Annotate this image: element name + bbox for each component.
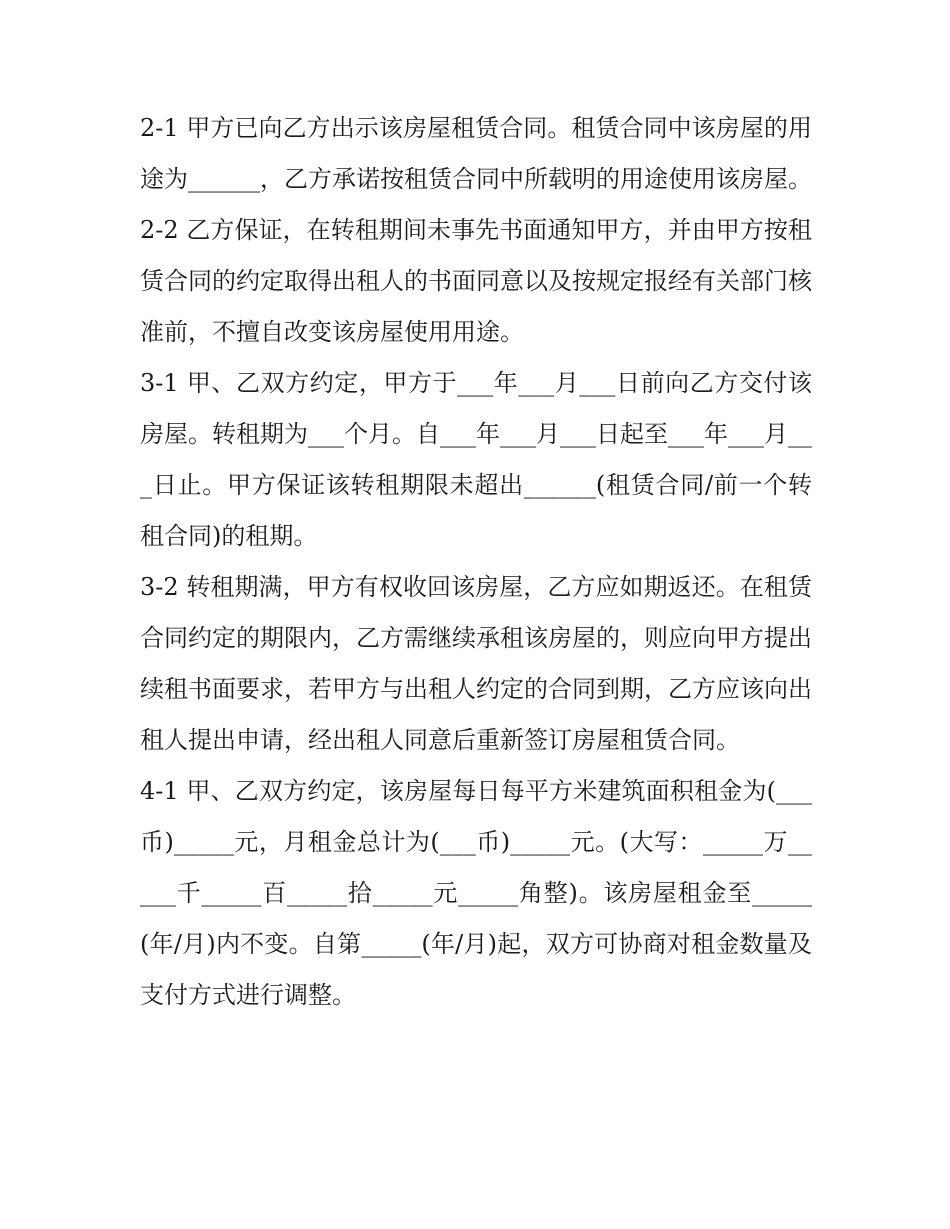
document-body	[140, 103, 812, 1021]
clause-3-1: 3-1 甲、乙双方约定，甲方于___年___月___日前向乙方交付该房屋。转租期为___个月。自___年___月___日起至___年___月___日止。甲方保证该转租期限未超出______(租赁合同/前一个转租合同)的租期。	[140, 369, 812, 550]
clause-3-2: 3-2 转租期满，甲方有权收回该房屋，乙方应如期返还。在租赁合同约定的期限内，乙方需继续承租该房屋的，则应向甲方提出续租书面要求，若甲方与出租人约定的合同到期，乙方应该向出租人提出申请，经出租人同意后重新签订房屋租赁合同。	[140, 573, 812, 754]
clause-4-1: 4-1 甲、乙双方约定，该房屋每日每平方米建筑面积租金为(___币)_____元，月租金总计为(___币)_____元。(大写：_____万_____千_____百_____拾_____元_____角整)。该房屋租金至_____(年/月)内不变。自第_____(年/月)起，双方可协商对租金数量及支付方式进行调整。	[140, 777, 812, 1009]
clause-2-2: 2-2 乙方保证，在转租期间未事先书面通知甲方，并由甲方按租赁合同的约定取得出租人的书面同意以及按规定报经有关部门核准前，不擅自改变该房屋使用用途。	[140, 216, 812, 346]
clause-2-1: 2-1 甲方已向乙方出示该房屋租赁合同。租赁合同中该房屋的用途为______，乙方承诺按租赁合同中所载明的用途使用该房屋。	[140, 114, 812, 193]
